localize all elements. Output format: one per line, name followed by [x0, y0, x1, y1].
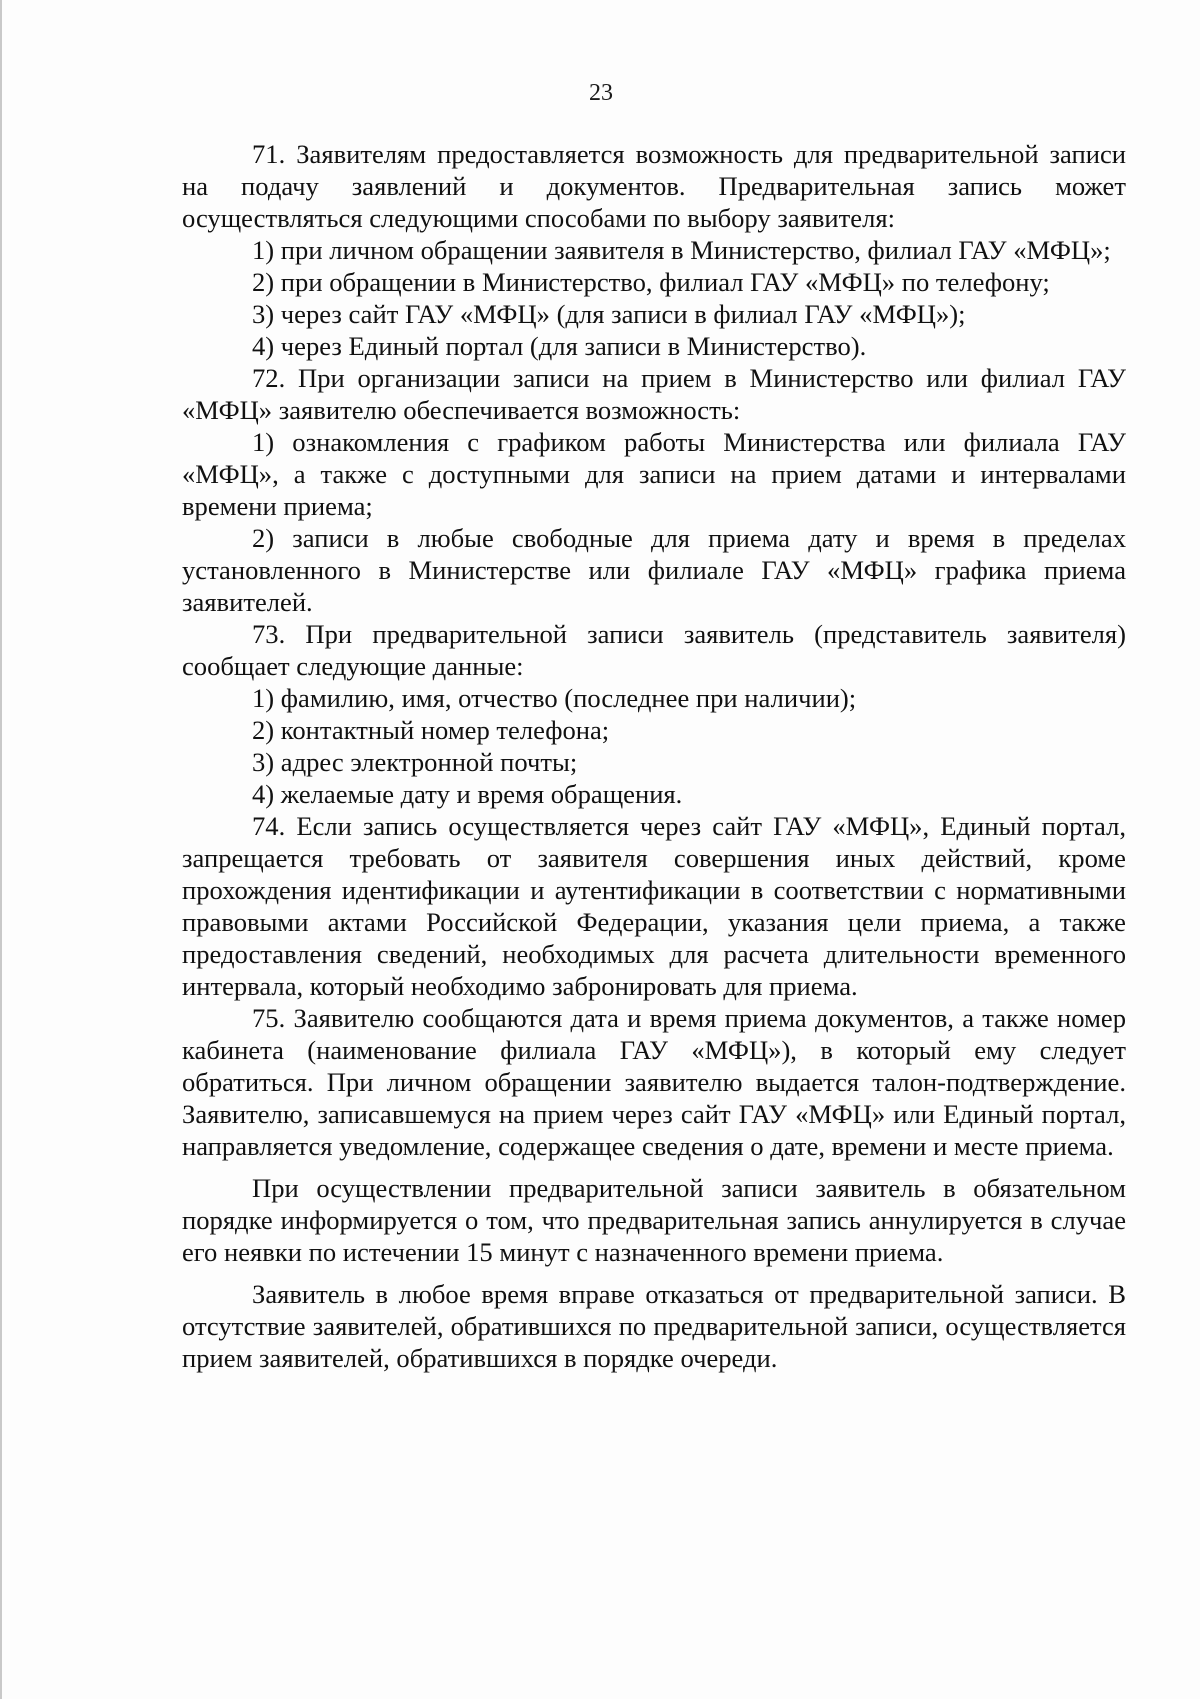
- paragraph-71-item-4: 4) через Единый портал (для записи в Министерство).: [252, 331, 867, 361]
- document-body: [182, 138, 1126, 1374]
- paragraph-75: 75. Заявителю сообщаются дата и время приема документов, а также номер кабинета (наименование филиала ГАУ «МФЦ»), в который ему следует обратиться. При личном обращении заявителю выдается талон-подтверждение. Заявителю, записавшемуся на прием через сайт ГАУ «МФЦ» или Единый портал, направляется уведомление, содержащее сведения о дате, времени и месте приема.: [182, 1003, 1126, 1161]
- paragraph-71-item-3: 3) через сайт ГАУ «МФЦ» (для записи в филиал ГАУ «МФЦ»);: [252, 299, 966, 329]
- paragraph-73-item-3: 3) адрес электронной почты;: [252, 747, 578, 777]
- paragraph-71: 71. Заявителям предоставляется возможность для предварительной записи на подачу заявлений и документов. Предварительная запись может осуществляться следующими способами по выбору заявителя:: [182, 139, 1126, 233]
- paragraph-72: 72. При организации записи на прием в Министерство или филиал ГАУ «МФЦ» заявителю обеспечивается возможность:: [182, 363, 1126, 425]
- paragraph-73-item-2: 2) контактный номер телефона;: [252, 715, 610, 745]
- paragraph-73-item-1: 1) фамилию, имя, отчество (последнее при наличии);: [252, 683, 857, 713]
- page-number: 23: [589, 80, 613, 106]
- paragraph-73-item-4: 4) желаемые дату и время обращения.: [252, 779, 683, 809]
- paragraph-71-item-2: 2) при обращении в Министерство, филиал ГАУ «МФЦ» по телефону;: [252, 267, 1050, 297]
- paragraph-71-item-1: 1) при личном обращении заявителя в Министерство, филиал ГАУ «МФЦ»;: [252, 235, 1111, 265]
- paragraph-75-refusal-note: Заявитель в любое время вправе отказаться от предварительной записи. В отсутствие заявителей, обратившихся по предварительной записи, осуществляется прием заявителей, обратившихся в порядке очереди.: [182, 1279, 1126, 1373]
- paragraph-75-cancellation-note: При осуществлении предварительной записи заявитель в обязательном порядке информируется о том, что предварительная запись аннулируется в случае его неявки по истечении 15 минут с назначенного времени приема.: [182, 1173, 1126, 1267]
- paragraph-74: 74. Если запись осуществляется через сайт ГАУ «МФЦ», Единый портал, запрещается требовать от заявителя совершения иных действий, кроме прохождения идентификации и аутентификации в соответствии с нормативными правовыми актами Российской Федерации, указания цели приема, а также предоставления сведений, необходимых для расчета длительности временного интервала, который необходимо забронировать для приема.: [182, 811, 1126, 1001]
- paragraph-72-item-2: 2) записи в любые свободные для приема дату и время в пределах установленного в Министерстве или филиале ГАУ «МФЦ» графика приема заявителей.: [182, 523, 1126, 617]
- paragraph-72-item-1: 1) ознакомления с графиком работы Министерства или филиала ГАУ «МФЦ», а также с доступными для записи на прием датами и интервалами времени приема;: [182, 427, 1126, 521]
- paragraph-73: 73. При предварительной записи заявитель (представитель заявителя) сообщает следующие данные:: [182, 619, 1126, 681]
